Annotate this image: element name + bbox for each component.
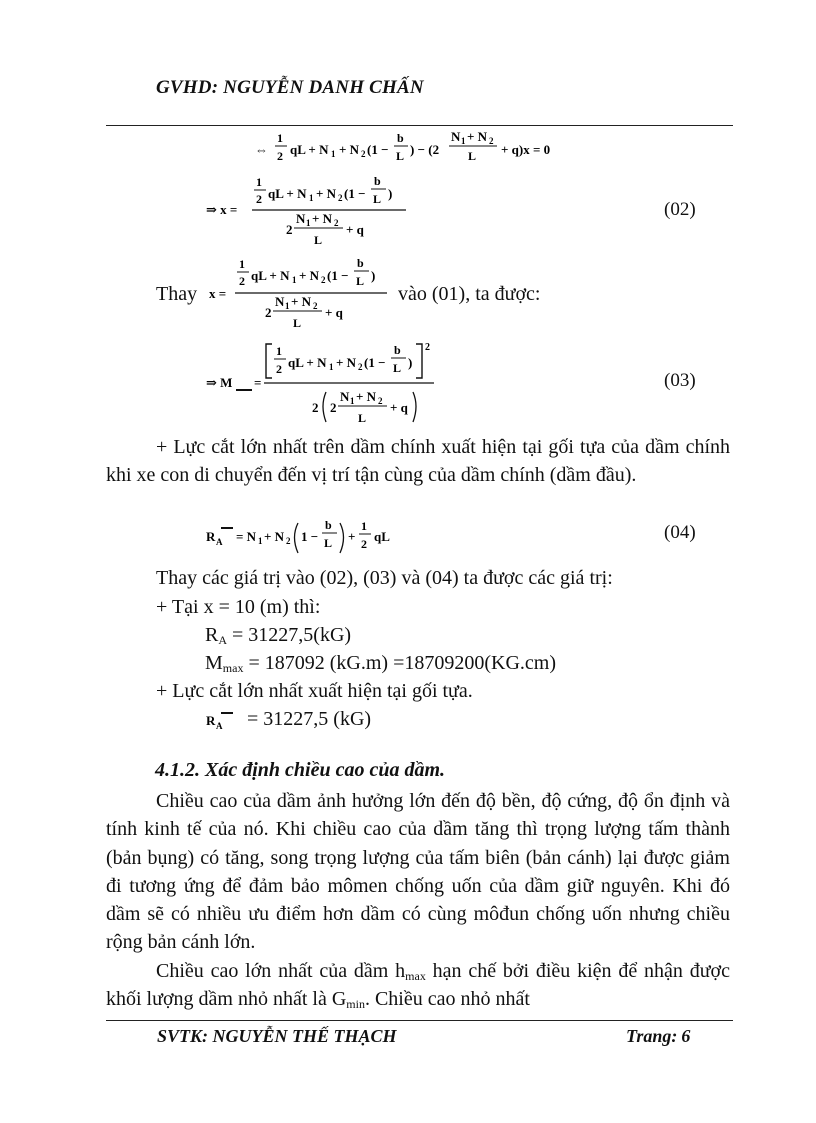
svg-text:+ N: + N: [467, 129, 488, 144]
footer-page: [626, 1026, 690, 1047]
svg-text:(1 −: (1 −: [364, 355, 386, 370]
mmax-symbol: M: [205, 652, 223, 674]
svg-text:2: 2: [361, 149, 366, 159]
svg-text:⇔: ⇔: [255, 142, 268, 157]
ra-symbol: R: [205, 624, 219, 646]
svg-text:L: L: [468, 149, 477, 163]
svg-text:2: 2: [286, 222, 293, 237]
svg-text:1: 1: [258, 536, 263, 546]
mmax-value: = 187092 (kG.m) =18709200(KG.cm): [243, 652, 556, 674]
svg-text:N: N: [296, 211, 306, 226]
footer-student: SVTK: NGUYỄN THẾ THẠCH: [157, 1026, 397, 1046]
svg-text:+ N: + N: [316, 186, 337, 201]
svg-text:L: L: [356, 274, 365, 288]
svg-text:2: 2: [338, 193, 343, 203]
svg-text:b: b: [394, 343, 401, 357]
svg-text:1 −: 1 −: [301, 529, 319, 544]
svg-text:2: 2: [330, 400, 337, 415]
svg-text:+ q: + q: [390, 400, 408, 415]
equation-04: [206, 517, 426, 557]
svg-text:+: +: [348, 529, 356, 544]
svg-text:L: L: [324, 536, 333, 550]
ra-value: = 31227,5(kG): [227, 624, 352, 646]
svg-text:(1 −: (1 −: [367, 142, 389, 157]
svg-text:2: 2: [312, 400, 319, 415]
svg-text:): ): [371, 268, 376, 283]
footer-rule: [106, 1020, 733, 1021]
svg-text:L: L: [373, 192, 382, 206]
svg-text:+ N: + N: [339, 142, 360, 157]
svg-text:): ): [408, 355, 413, 370]
svg-text:2: 2: [489, 136, 494, 146]
svg-text:+ N: + N: [312, 211, 333, 226]
header-author: GVHD: NGUYỄN DANH CHẤN: [156, 77, 424, 98]
svg-text:2: 2: [334, 218, 339, 228]
svg-text:+ q: + q: [346, 222, 364, 237]
equation-03: [206, 338, 466, 430]
svg-text:qL: qL: [374, 529, 390, 544]
ra-subscript: A: [218, 633, 228, 647]
svg-text:b: b: [357, 256, 364, 270]
svg-text:1: 1: [306, 218, 311, 228]
svg-text:1: 1: [285, 301, 290, 311]
ra-result: [205, 621, 351, 649]
svg-text:+ N: + N: [356, 389, 377, 404]
svg-text:L: L: [393, 361, 402, 375]
paragraph-beam-height: [106, 787, 730, 1013]
svg-text:A: A: [216, 537, 223, 547]
svg-text:qL + N: qL + N: [251, 268, 290, 283]
svg-text:1: 1: [292, 275, 297, 285]
svg-text:N: N: [451, 129, 461, 144]
svg-text:1: 1: [361, 519, 367, 533]
thay-prefix: Thay: [156, 283, 198, 305]
svg-text:) − (2: ) − (2: [410, 142, 440, 157]
svg-text:2: 2: [378, 396, 383, 406]
svg-text:b: b: [397, 131, 404, 145]
svg-text:qL + N: qL + N: [290, 142, 329, 157]
svg-text:x =: x =: [209, 286, 227, 301]
section-heading: 4.1.2. Xác định chiều cao của dầm.: [155, 759, 446, 781]
paragraph-text-2: [106, 957, 730, 1014]
equation-02: [206, 172, 426, 250]
p2-sub-hmax: max: [405, 968, 426, 983]
svg-text:+ N: + N: [299, 268, 320, 283]
p2-sub-gmin: min: [346, 997, 365, 1012]
thay-suffix: vào (01), ta được:: [398, 283, 541, 305]
svg-text:1: 1: [309, 193, 314, 203]
svg-text:qL + N: qL + N: [288, 355, 327, 370]
svg-text:1: 1: [276, 344, 282, 358]
svg-text:+ N: + N: [336, 355, 357, 370]
svg-text:R: R: [206, 713, 216, 728]
svg-text:2: 2: [361, 537, 367, 551]
svg-text:2: 2: [313, 301, 318, 311]
svg-text:+ q: + q: [325, 305, 343, 320]
svg-text:L: L: [314, 233, 323, 247]
svg-text:⇒ M: ⇒ M: [206, 375, 233, 390]
equation-number-04: (04): [664, 522, 696, 543]
max-shear-line: + Lực cắt lớn nhất xuất hiện tại gối tựa.: [156, 680, 473, 702]
svg-text:2: 2: [265, 305, 272, 320]
svg-text:2: 2: [239, 274, 245, 288]
p2-part-c: . Chiều cao nhỏ nhất: [364, 988, 530, 1011]
svg-text:2: 2: [277, 149, 283, 163]
svg-text:L: L: [396, 149, 405, 163]
svg-text:1: 1: [350, 396, 355, 406]
equation-thay-x: [209, 253, 394, 333]
svg-text:A: A: [216, 721, 223, 731]
p2-part-a: Chiều cao lớn nhất của dầm h: [156, 959, 406, 982]
svg-text:N: N: [275, 294, 285, 309]
svg-text:2: 2: [276, 362, 282, 376]
svg-text:(1 −: (1 −: [344, 186, 366, 201]
equation-line-1: [255, 129, 595, 171]
svg-text:N: N: [340, 389, 350, 404]
page-label: Trang:: [626, 1026, 678, 1046]
svg-text:=: =: [254, 375, 262, 390]
svg-text:2: 2: [358, 362, 363, 372]
svg-text:L: L: [358, 411, 367, 425]
svg-text:qL + N: qL + N: [268, 186, 307, 201]
substitute-line: Thay các giá trị vào (02), (03) và (04) ta được các giá trị:: [156, 567, 613, 589]
svg-text:1: 1: [331, 149, 336, 159]
svg-text:2: 2: [321, 275, 326, 285]
ramax-symbol: [206, 705, 242, 733]
svg-text:2: 2: [256, 192, 262, 206]
svg-text:(1 −: (1 −: [327, 268, 349, 283]
equation-number-02: (02): [664, 199, 696, 220]
svg-text:2: 2: [286, 536, 291, 546]
svg-text:⇒ x =: ⇒ x =: [206, 202, 238, 217]
page-number: 6: [681, 1026, 691, 1046]
svg-text:+ q)x = 0: + q)x = 0: [501, 142, 551, 157]
svg-text:+ N: + N: [264, 529, 285, 544]
svg-text:1: 1: [239, 257, 245, 271]
svg-text:R: R: [206, 529, 216, 544]
svg-text:2: 2: [425, 342, 430, 353]
svg-text:b: b: [374, 174, 381, 188]
ramax-value: = 31227,5 (kG): [242, 708, 372, 730]
mmax-subscript: max: [222, 661, 244, 675]
svg-text:+ N: + N: [291, 294, 312, 309]
svg-text:1: 1: [461, 136, 466, 146]
p2-part-b: hạn chế bởi điều kiện để nhận được khối lượng dầm nhỏ nhất là G: [106, 959, 730, 1011]
svg-text:b: b: [325, 518, 332, 532]
header-rule: [106, 125, 733, 126]
mmax-result: [205, 649, 556, 677]
svg-text:): ): [388, 186, 393, 201]
svg-text:= N: = N: [236, 529, 257, 544]
paragraph-text: + Lực cắt lớn nhất trên dầm chính xuất hiện tại gối tựa của dầm chính khi xe con di chuyển đến vị trí tận cùng của dầm chính (dầm đầu).: [106, 436, 730, 487]
paragraph-text-1: Chiều cao của dầm ảnh hưởng lớn đến độ bền, độ cứng, độ ổn định và tính kinh tế của nó. Khi chiều cao của dầm tăng thì trọng lượng tấm thành (bản bụng) có tăng, song trọng lượng của tấm biên (bản cánh) lại được giảm đi tương ứng để đảm bảo mômen chống uốn của dầm giữ nguyên. Khi đó dầm sẽ có nhiều ưu điểm hơn dầm có cùng môđun chống uốn nhưng chiều rộng bản cánh lớn.: [106, 790, 730, 954]
svg-text:1: 1: [329, 362, 334, 372]
equation-number-03: (03): [664, 370, 696, 391]
ramax-result: [206, 705, 371, 733]
paragraph-max-shear-intro: [106, 433, 730, 490]
svg-text:L: L: [293, 316, 302, 330]
svg-text:1: 1: [277, 131, 283, 145]
svg-text:1: 1: [256, 175, 262, 189]
at-x-line: + Tại x = 10 (m) thì:: [156, 596, 321, 618]
